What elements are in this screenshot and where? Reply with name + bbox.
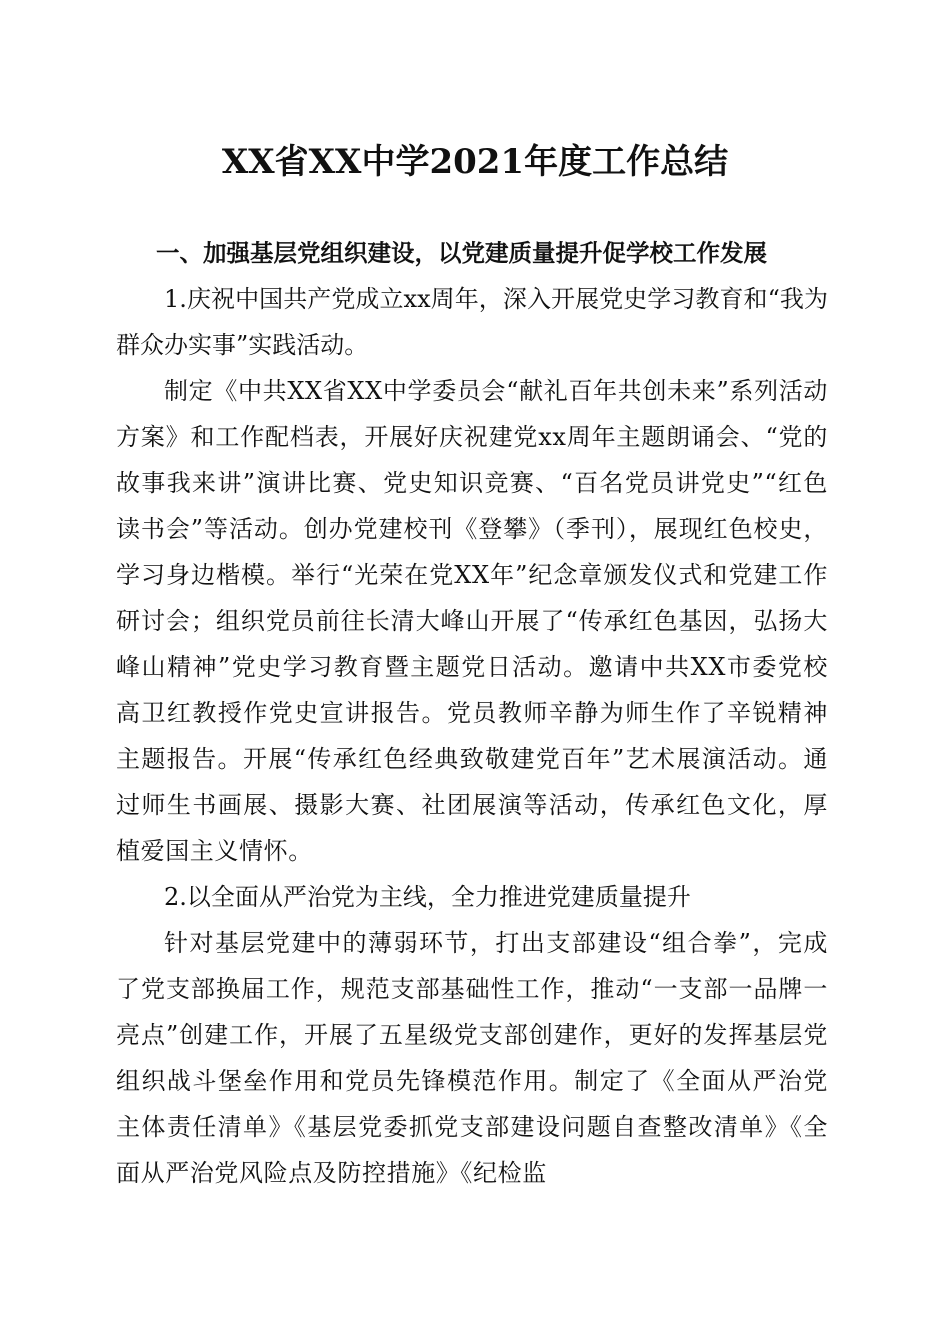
document-title: XX省XX中学2021年度工作总结	[221, 142, 729, 182]
paragraph: 针对基层党建中的薄弱环节，打出支部建设“组合拳”，完成了党支部换届工作，规范支部基础性工作，推动“一支部一品牌一亮点”创建工作，开展了五星级党支部创建作，更好的发挥基层党组织战斗堡垒作用和党员先锋模范作用。制定了《全面从严治党主体责任清单》《基层党委抓党支部建设问题自查整改清单》《全面从严治党风险点及防控措施》《纪检监	[116, 929, 828, 1187]
document-body	[116, 230, 828, 1196]
item-heading: 1.庆祝中国共产党成立xx周年，深入开展党史学习教育和“我为群众办实事”实践活动。	[116, 285, 828, 359]
item-heading: 2.以全面从严治党为主线，全力推进党建质量提升	[164, 883, 691, 911]
paragraph: 制定《中共XX省XX中学委员会“献礼百年共创未来”系列活动方案》和工作配档表，开展好庆祝建党xx周年主题朗诵会、“党的故事我来讲”演讲比赛、党史知识竞赛、“百名党员讲党史”“红色读书会”等活动。创办党建校刊《登攀》（季刊），展现红色校史，学习身边楷模。举行“光荣在党XX年”纪念章颁发仪式和党建工作研讨会；组织党员前往长清大峰山开展了“传承红色基因，弘扬大峰山精神”党史学习教育暨主题党日活动。邀请中共XX市委党校高卫红教授作党史宣讲报告。党员教师辛静为师生作了辛锐精神主题报告。开展“传承红色经典致敬建党百年”艺术展演活动。通过师生书画展、摄影大赛、社团展演等活动，传承红色文化，厚植爱国主义情怀。	[116, 377, 828, 865]
section-heading: 一、加强基层党组织建设，以党建质量提升促学校工作发展	[156, 239, 767, 267]
